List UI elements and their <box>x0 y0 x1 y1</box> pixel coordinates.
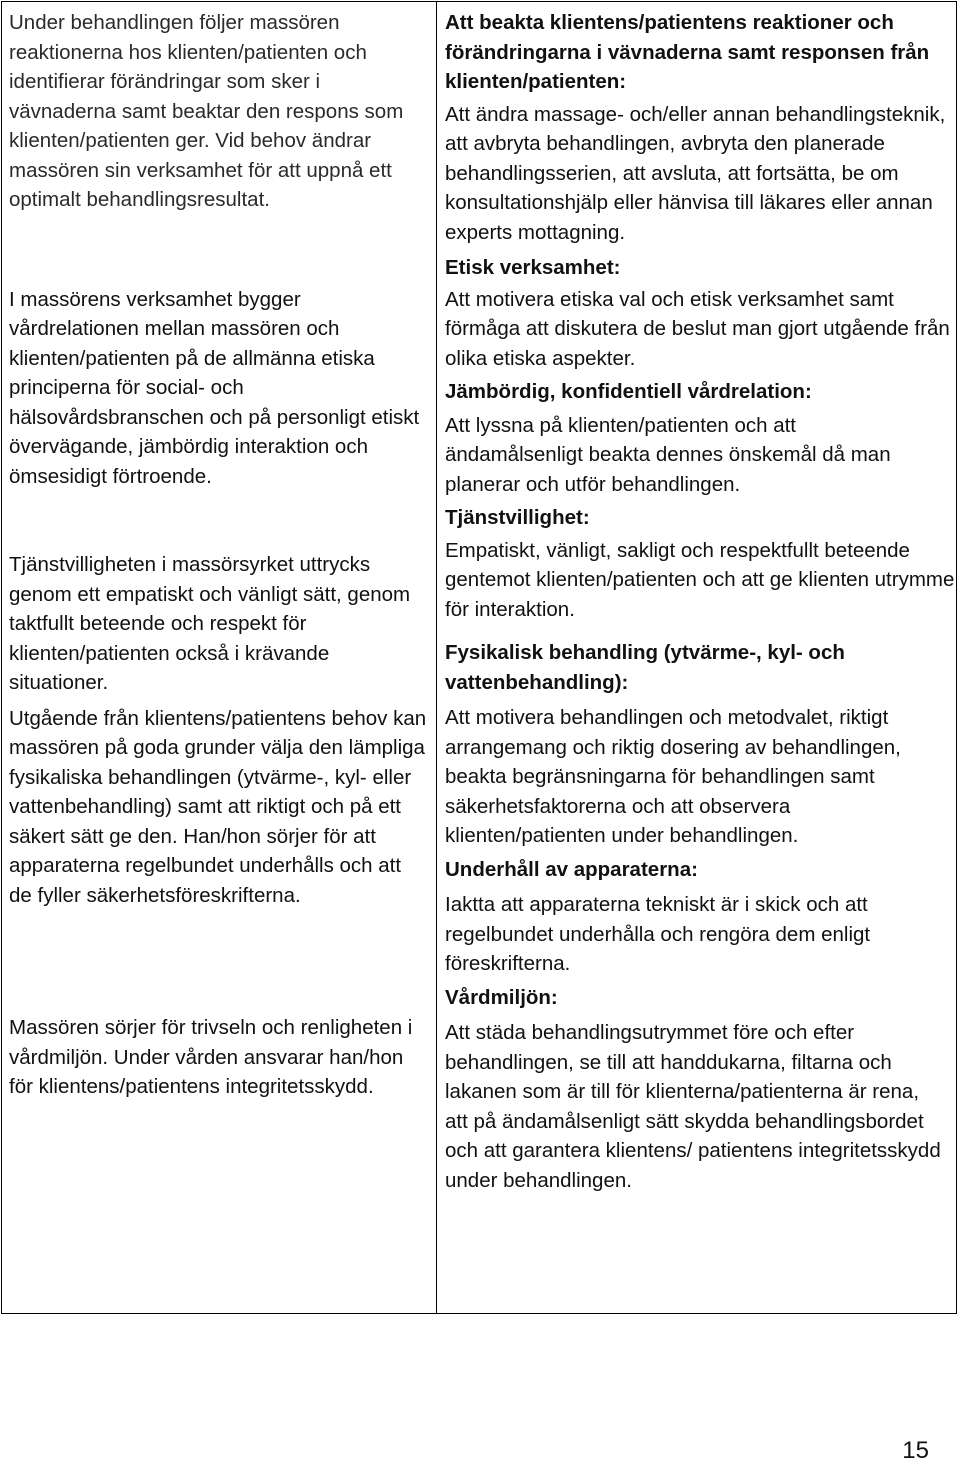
paragraph-physical-treatment: Utgående från klientens/patientens behov kan massören på goda grunder välja den lämpliga fysikaliska behandlingen (ytvärme-, kyl- eller vattenbehandling) samt att riktigt och på ett säkert sätt ge den. Han/hon sörjer för att apparaterna regelbundet underhålls och att de fyller säkerhetsföreskrifterna. <box>9 706 427 907</box>
heading-equipment-maintenance: Underhåll av apparaterna: <box>445 857 698 881</box>
paragraph-care-environment: Massören sörjer för trivseln och renligheten i vårdmiljön. Under vården ansvarar han/hon för klientens/patientens integritetsskydd. <box>9 1016 413 1098</box>
heading-service-willingness: Tjänstvillighet: <box>445 506 590 529</box>
document-table <box>1 1 957 1314</box>
paragraph-treatment-reactions: Under behandlingen följer massören reaktionerna hos klienten/patienten och identifierar förändringar som sker i vävnaderna samt beaktar den respons som klienten/patienten ger. Vid behov ändrar massören sin verksamhet för att uppnå ett optimalt behandlingsresultat. <box>9 11 404 211</box>
body-care-environment: Att städa behandlingsutrymmet före och efter behandlingen, se till att handdukarna, filtarna och lakanen som är till för klienterna/patienterna är rena, att på ändamålsenligt sätt skydda behandlingsbordet och att garantera klientens/ patientens integritetsskydd under behandlingen. <box>445 1021 941 1192</box>
heading-ethical-practice: Etisk verksamhet: <box>445 256 621 279</box>
heading-physical-treatment: Fysikalisk behandling (ytvärme-, kyl- och vattenbehandling): <box>445 641 845 694</box>
heading-reactions: Att beakta klientens/patientens reaktioner och förändringarna i vävnaderna samt responsen från klienten/patienten: <box>445 11 930 93</box>
page-number: 15 <box>902 1437 929 1464</box>
body-equal-relationship: Att lyssna på klienten/patienten och att ändamålsenligt beakta dennes önskemål då man planerar och utför behandlingen. <box>445 413 891 496</box>
heading-care-environment: Vårdmiljön: <box>445 985 558 1009</box>
right-column <box>437 2 956 1313</box>
body-service-willingness: Empatiskt, vänligt, sakligt och respektfullt beteende gentemot klienten/patienten och att ge klienten utrymme för interaktion. <box>445 538 955 621</box>
body-equipment-maintenance: Iakttа att apparaterna tekniskt är i skick och att regelbundet underhålla och rengöra dem enligt föreskrifterna. <box>445 893 871 975</box>
paragraph-service-willingness: Tjänstvilligheten i massörsyrket uttrycks genom ett empatiskt och vänligt sätt, genom taktfullt beteende och respekt för klienten/patienten också i krävande situationer. <box>9 553 411 694</box>
body-ethical-practice: Att motivera etiska val och etisk verksamhet samt förmåga att diskutera de beslut man gjort utgående från olika etiska aspekter. <box>445 287 950 370</box>
left-column <box>2 2 437 1313</box>
body-physical-treatment: Att motivera behandlingen och metodvalet, riktigt arrangemang och riktig dosering av behandlingen, beakta begränsningarna för behandlingen samt säkerhetsfaktorerna och att observera klienten/patienten under behandlingen. <box>445 706 901 847</box>
paragraph-care-relationship: I massörens verksamhet bygger vårdrelationen mellan massören och klienten/patienten på de allmänna etiska principerna för social- och hälsovårdsbranschen och på personligt etiskt övervägande, jämbördig interaktion och ömsesidigt förtroende. <box>9 287 420 488</box>
heading-equal-relationship: Jämbördig, konfidentiell vårdrelation: <box>445 380 812 403</box>
body-reactions: Att ändra massage- och/eller annan behandlingsteknik, att avbryta behandlingen, avbryta den planerade behandlingsserien, att avsluta, att fortsätta, be om konsultationshjälp eller hänvisa till läkares eller annan experts mottagning. <box>445 102 946 244</box>
